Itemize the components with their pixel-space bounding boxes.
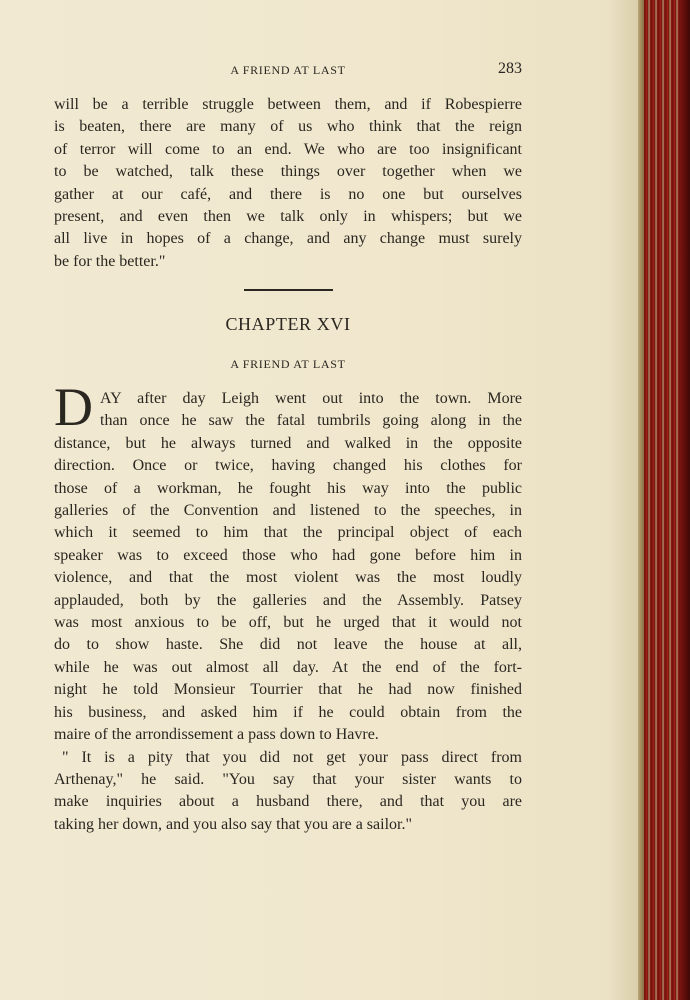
text-line: all live in hopes of a change, and any change must surely bbox=[54, 230, 522, 248]
text-line: applauded, both by the galleries and the Assembly. Patsey bbox=[54, 591, 522, 609]
text-line: Arthenay," he said. "You say that your sister wants to bbox=[54, 770, 522, 788]
chapter-paragraph bbox=[54, 388, 522, 836]
text-line: be for the better." bbox=[54, 252, 166, 270]
text-line: which it seemed to him that the principal object of each bbox=[54, 524, 522, 542]
chapter-title: CHAPTER XVI bbox=[225, 314, 351, 334]
text-line: gather at our café, and there is no one but ourselves bbox=[54, 185, 522, 203]
section-divider bbox=[244, 289, 333, 291]
text-line: is beaten, there are many of us who think that the reign bbox=[54, 118, 522, 136]
text-line: than once he saw the fatal tumbrils going along in the bbox=[100, 412, 522, 430]
drop-cap: D bbox=[54, 377, 93, 437]
text-line: to be watched, talk these things over together when we bbox=[54, 163, 522, 181]
top-paragraph bbox=[54, 94, 522, 273]
text-line: distance, but he always turned and walked in the opposite bbox=[54, 434, 522, 452]
text-line: galleries of the Convention and listened to the speeches, in bbox=[54, 502, 522, 520]
text-line: speaker was to exceed those who had gone before him in bbox=[54, 546, 522, 564]
text-line: violence, and that the most violent was the most loudly bbox=[54, 569, 522, 587]
text-line: taking her down, and you also say that you are a sailor." bbox=[54, 815, 412, 833]
text-line: night he told Monsieur Tourrier that he had now finished bbox=[54, 681, 522, 699]
text-line: while he was out almost all day. At the end of the fort- bbox=[54, 658, 522, 676]
text-line: AY after day Leigh went out into the town. More bbox=[100, 390, 522, 407]
text-line: make inquiries about a husband there, and that you are bbox=[54, 793, 522, 811]
chapter-subtitle: A FRIEND AT LAST bbox=[230, 357, 346, 371]
text-line: maire of the arrondissement a pass down to Havre. bbox=[54, 726, 379, 744]
text-line: " It is a pity that you did not get your pass direct from bbox=[62, 748, 522, 766]
text-line: will be a terrible struggle between them, and if Robespierre bbox=[54, 96, 522, 113]
text-line: of terror will come to an end. We who are too insignificant bbox=[54, 140, 522, 158]
text-line: direction. Once or twice, having changed his clothes for bbox=[54, 457, 522, 475]
page-number: 283 bbox=[498, 60, 522, 77]
text-line: present, and even then we talk only in whispers; but we bbox=[54, 208, 522, 226]
page-edges bbox=[638, 0, 690, 1000]
running-title: A FRIEND AT LAST bbox=[230, 63, 346, 77]
text-line: was most anxious to be off, but he urged that it would not bbox=[54, 614, 522, 632]
text-line: those of a workman, he fought his way into the public bbox=[54, 479, 522, 497]
text-line: his business, and asked him if he could obtain from the bbox=[54, 703, 522, 721]
text-line: do to show haste. She did not leave the house at all, bbox=[54, 636, 522, 654]
running-header bbox=[54, 60, 522, 84]
